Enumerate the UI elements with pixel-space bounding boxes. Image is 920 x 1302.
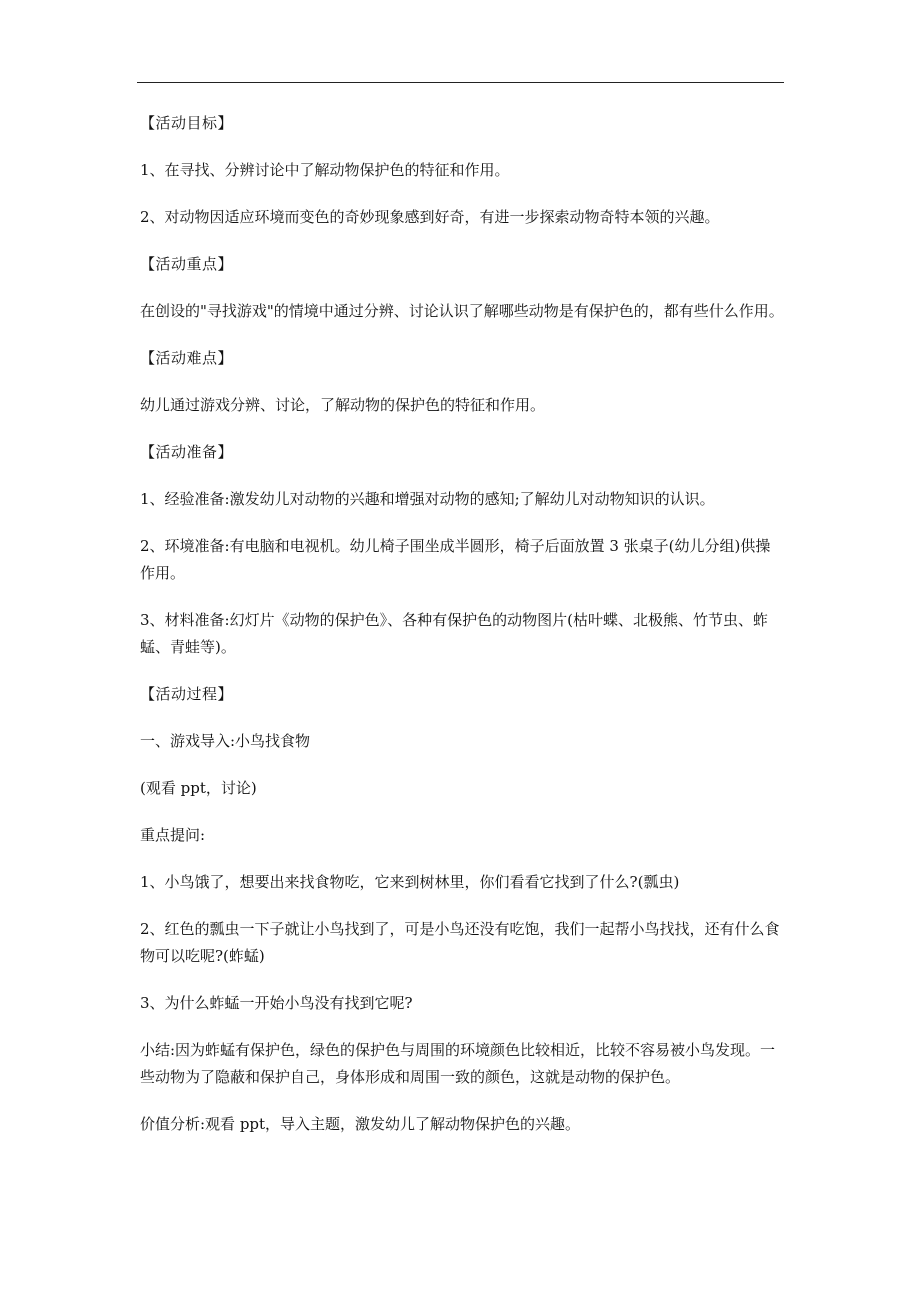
document-body	[140, 110, 785, 1158]
section-heading-key-points: 【活动重点】	[140, 255, 234, 273]
section-heading-goals: 【活动目标】	[140, 114, 234, 132]
header-rule	[137, 82, 784, 83]
key-questions-label: 重点提问:	[140, 826, 206, 844]
preparation-item-2: 2、环境准备:有电脑和电视机。幼儿椅子围坐成半圆形，椅子后面放置 3 张桌子(幼儿分组)供操作用。	[140, 537, 771, 582]
section-heading-preparation: 【活动准备】	[140, 443, 234, 461]
goal-item-1: 1、在寻找、分辨讨论中了解动物保护色的特征和作用。	[140, 161, 510, 179]
process-note: (观看 ppt，讨论)	[140, 779, 257, 797]
question-1: 1、小鸟饿了，想要出来找食物吃，它来到树林里，你们看看它找到了什么?(瓢虫)	[140, 873, 680, 891]
question-2: 2、红色的瓢虫一下子就让小鸟找到了，可是小鸟还没有吃饱，我们一起帮小鸟找找，还有什么食物可以吃呢?(蚱蜢)	[140, 920, 780, 965]
question-3: 3、为什么蚱蜢一开始小鸟没有找到它呢?	[140, 994, 413, 1012]
value-analysis-text: 价值分析:观看 ppt，导入主题，激发幼儿了解动物保护色的兴趣。	[140, 1115, 581, 1133]
preparation-item-3: 3、材料准备:幻灯片《动物的保护色》、各种有保护色的动物图片(枯叶蝶、北极熊、竹节虫、蚱蜢、青蛙等)。	[140, 611, 768, 656]
goal-item-2: 2、对动物因适应环境而变色的奇妙现象感到好奇，有进一步探索动物奇特本领的兴趣。	[140, 208, 720, 226]
preparation-item-1: 1、经验准备:激发幼儿对动物的兴趣和增强对动物的感知;了解幼儿对动物知识的认识。	[140, 490, 715, 508]
section-heading-difficulties: 【活动难点】	[140, 349, 234, 367]
summary-text: 小结:因为蚱蜢有保护色，绿色的保护色与周围的环境颜色比较相近，比较不容易被小鸟发现。一些动物为了隐蔽和保护自己，身体形成和周围一致的颜色，这就是动物的保护色。	[140, 1041, 776, 1086]
process-step-title: 一、游戏导入:小鸟找食物	[140, 732, 311, 750]
section-heading-process: 【活动过程】	[140, 685, 234, 703]
difficulties-text: 幼儿通过游戏分辨、讨论，了解动物的保护色的特征和作用。	[140, 396, 546, 414]
key-points-text: 在创设的"寻找游戏"的情境中通过分辨、讨论认识了解哪些动物是有保护色的，都有些什么作用。	[140, 302, 784, 320]
